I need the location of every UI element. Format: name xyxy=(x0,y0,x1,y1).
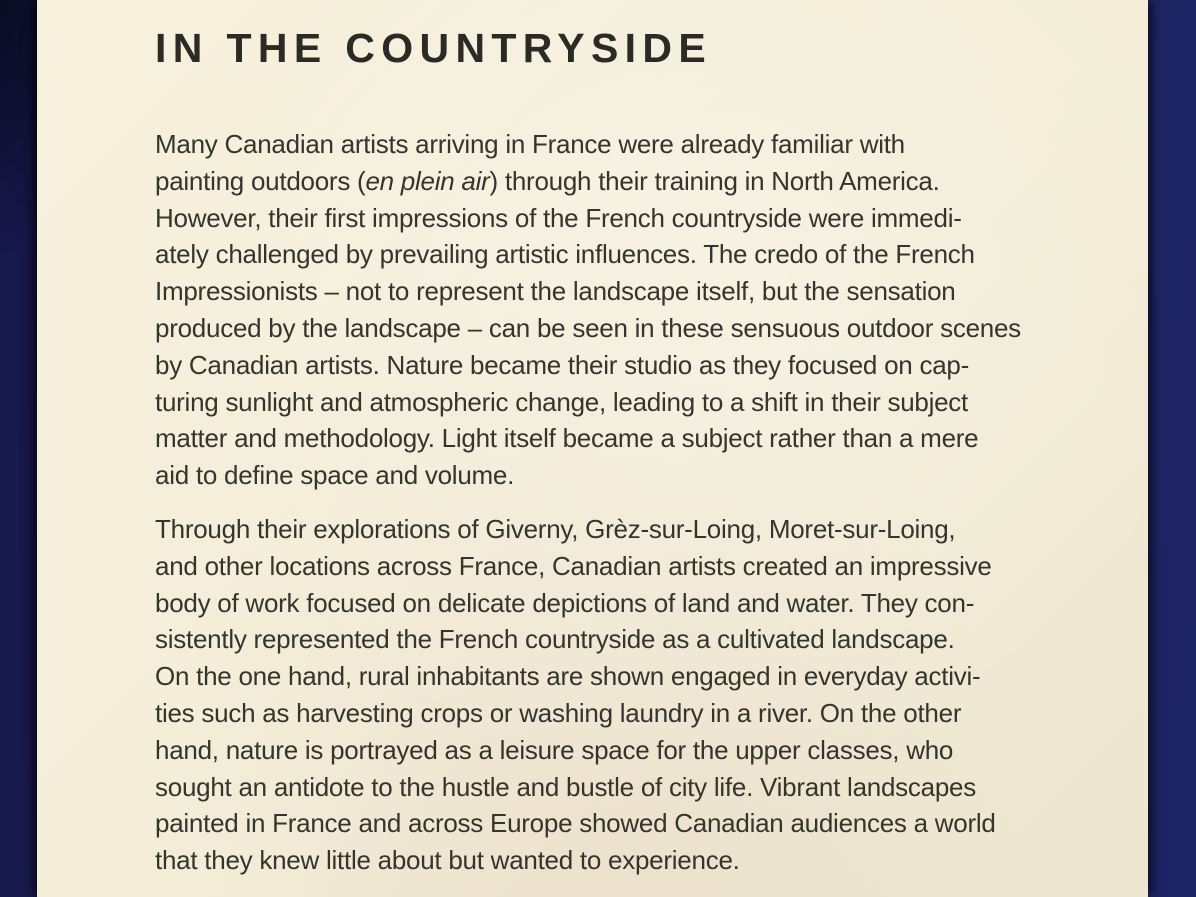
paragraph-1 xyxy=(155,126,1088,494)
text-line: by Canadian artists. Nature became their studio as they focused on cap- xyxy=(155,349,969,380)
text-segment: painting outdoors ( xyxy=(155,165,366,196)
text-line: Through their explorations of Giverny, Grèz-sur-Loing, Moret-sur-Loing, xyxy=(155,513,956,544)
text-line: that they knew little about but wanted to experience. xyxy=(155,845,740,876)
text-line: On the one hand, rural inhabitants are shown engaged in everyday activi- xyxy=(155,661,981,692)
italic-phrase: en plein air xyxy=(365,165,490,196)
text-line: body of work focused on delicate depictions of land and water. They con- xyxy=(155,587,975,618)
panel-title: IN THE COUNTRYSIDE xyxy=(155,25,713,71)
text-line: hand, nature is portrayed as a leisure space for the upper classes, who xyxy=(155,734,954,765)
text-line: matter and methodology. Light itself became a subject rather than a mere xyxy=(155,423,979,454)
text-line: ately challenged by prevailing artistic influences. The credo of the French xyxy=(155,239,975,270)
text-line: painted in France and across Europe showed Canadian audiences a world xyxy=(155,808,996,839)
text-line: sought an antidote to the hustle and bustle of city life. Vibrant landscapes xyxy=(155,771,976,802)
text-segment: ) through their training in North America. xyxy=(489,165,940,196)
text-line: produced by the landscape – can be seen in these sensuous outdoor scenes xyxy=(155,312,1021,343)
text-line: ties such as harvesting crops or washing laundry in a river. On the other xyxy=(155,697,962,728)
text-line: aid to define space and volume. xyxy=(155,460,515,491)
text-line: turing sunlight and atmospheric change, leading to a shift in their subject xyxy=(155,386,969,417)
paragraph-2 xyxy=(155,511,1088,879)
panel-body xyxy=(155,126,1088,879)
text-line: sistently represented the French countryside as a cultivated landscape. xyxy=(155,624,955,655)
text-line: However, their first impressions of the French countryside were immedi- xyxy=(155,202,962,233)
text-line: and other locations across France, Canadian artists created an impressive xyxy=(155,550,992,581)
text-line: Impressionists – not to represent the landscape itself, but the sensation xyxy=(155,276,956,307)
text-line: Many Canadian artists arriving in France were already familiar with xyxy=(155,129,905,159)
text-line xyxy=(155,163,1088,200)
wall-label-panel xyxy=(37,0,1148,897)
